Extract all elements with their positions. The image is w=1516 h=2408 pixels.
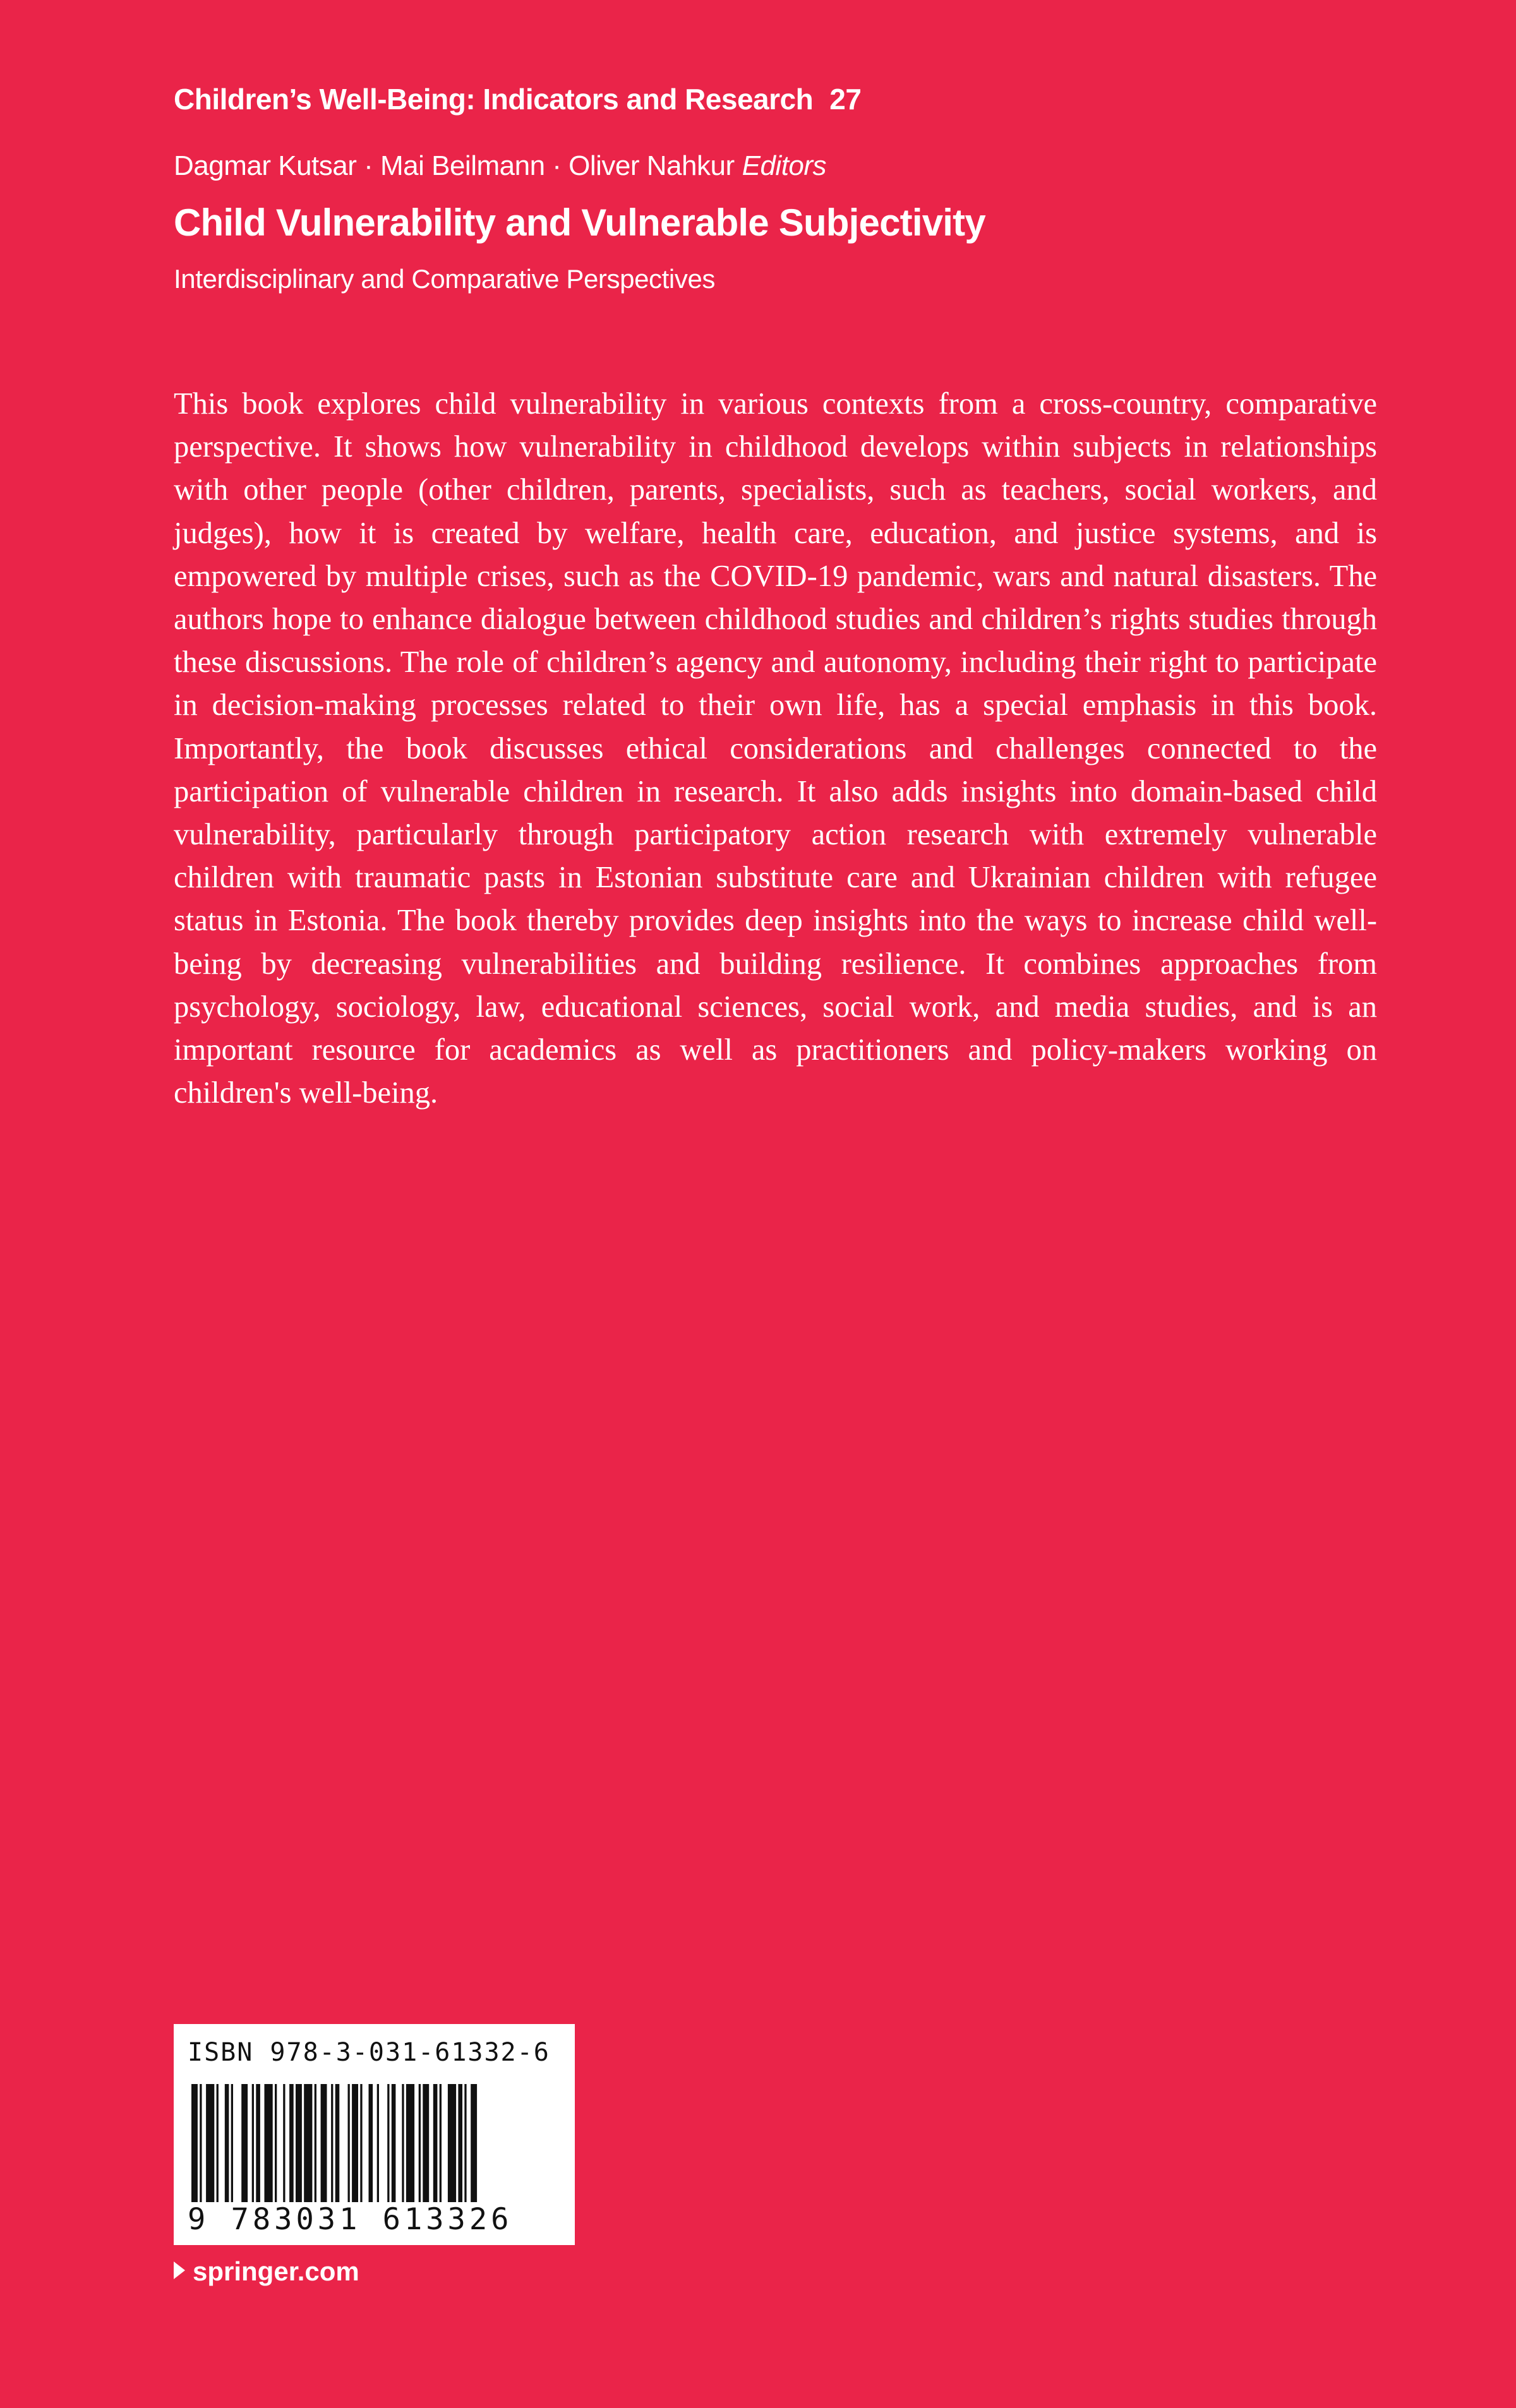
barcode-bar-0 <box>191 2084 198 2213</box>
barcode-bar-22 <box>369 2084 373 2213</box>
book-subtitle: Interdisciplinary and Comparative Perspectives <box>174 264 715 294</box>
barcode-bar-30 <box>433 2084 438 2213</box>
barcode-bar-29 <box>423 2084 429 2213</box>
barcode-bar-24 <box>387 2084 389 2213</box>
website-label: springer.com <box>193 2256 359 2286</box>
barcode-bar-31 <box>440 2084 442 2213</box>
barcode-bar-4 <box>225 2084 229 2213</box>
barcode-bar-28 <box>419 2084 421 2213</box>
barcode-bar-1 <box>200 2084 202 2213</box>
barcode-bar-13 <box>296 2084 302 2213</box>
barcode-bar-35 <box>471 2084 477 2213</box>
series-title: Children’s Well-Being: Indicators and Research <box>174 83 814 116</box>
barcode-bar-16 <box>321 2084 327 2213</box>
barcode-bar-6 <box>241 2084 248 2213</box>
barcode-bar-7 <box>252 2084 254 2213</box>
barcode-bar-9 <box>265 2084 273 2213</box>
barcode-bar-5 <box>231 2084 233 2213</box>
barcode-bar-11 <box>283 2084 285 2213</box>
barcode-bar-33 <box>458 2084 462 2213</box>
barcode-bar-34 <box>464 2084 466 2213</box>
editor-names: Dagmar Kutsar · Mai Beilmann · Oliver Nahkur <box>174 150 735 181</box>
barcode-bar-27 <box>406 2084 414 2213</box>
isbn-barcode <box>174 2024 575 2245</box>
barcode-bar-12 <box>289 2084 294 2213</box>
barcode-bar-32 <box>448 2084 456 2213</box>
editors-line <box>174 150 826 182</box>
editors-role: Editors <box>742 150 827 181</box>
barcode-bar-23 <box>377 2084 379 2213</box>
series-number: 27 <box>829 83 862 116</box>
publisher-website[interactable] <box>174 2256 359 2287</box>
barcode-bar-10 <box>275 2084 277 2213</box>
barcode-bar-15 <box>315 2084 316 2213</box>
barcode-bar-25 <box>392 2084 396 2213</box>
barcode-bar-21 <box>360 2084 362 2213</box>
barcode-bar-20 <box>352 2084 358 2213</box>
barcode-bar-14 <box>304 2084 312 2213</box>
barcode-bar-18 <box>335 2084 340 2213</box>
series-line <box>174 82 861 116</box>
book-title: Child Vulnerability and Vulnerable Subjectivity <box>174 201 985 244</box>
barcode-bar-19 <box>348 2084 350 2213</box>
isbn-digits: 9 783031 613326 <box>188 2202 560 2237</box>
barcode-bar-2 <box>206 2084 214 2213</box>
barcode-bar-3 <box>217 2084 219 2213</box>
barcode-bar-17 <box>331 2084 333 2213</box>
barcode-bar-8 <box>256 2084 260 2213</box>
arrow-right-icon <box>174 2261 185 2279</box>
book-description: This book explores child vulnerability in various contexts from a cross-country, comparative perspective. It shows how vulnerability in childhood develops within subjects in relationships with other people (other children, parents, specialists, such as teachers, social workers, and judges), how it is created by welfare, health care, education, and justice systems, and is empowered by multiple crises, such as the COVID-19 pandemic, wars and natural disasters. The authors hope to enhance dialogue between childhood studies and children’s rights studies through these discussions. The role of children’s agency and autonomy, including their right to participate in decision-making processes related to their own life, has a special emphasis in this book. Importantly, the book discusses ethical considerations and challenges connected to the participation of vulnerable children in research. It also adds insights into domain-based child vulnerability, particularly through participatory action research with extremely vulnerable children with traumatic pasts in Estonian substitute care and Ukrainian children with refugee status in Estonia. The book thereby provides deep insights into the ways to increase child well-being by decreasing vulnerabilities and building resilience. It combines approaches from psychology, sociology, law, educational sciences, social work, and media studies, and is an important resource for academics as well as practitioners and policy-makers working on children's well-being. <box>174 387 1377 1110</box>
isbn-label: ISBN 978-3-031-61332-6 <box>188 2038 550 2067</box>
barcode-bar-26 <box>402 2084 404 2213</box>
barcode-bars <box>191 2084 558 2213</box>
